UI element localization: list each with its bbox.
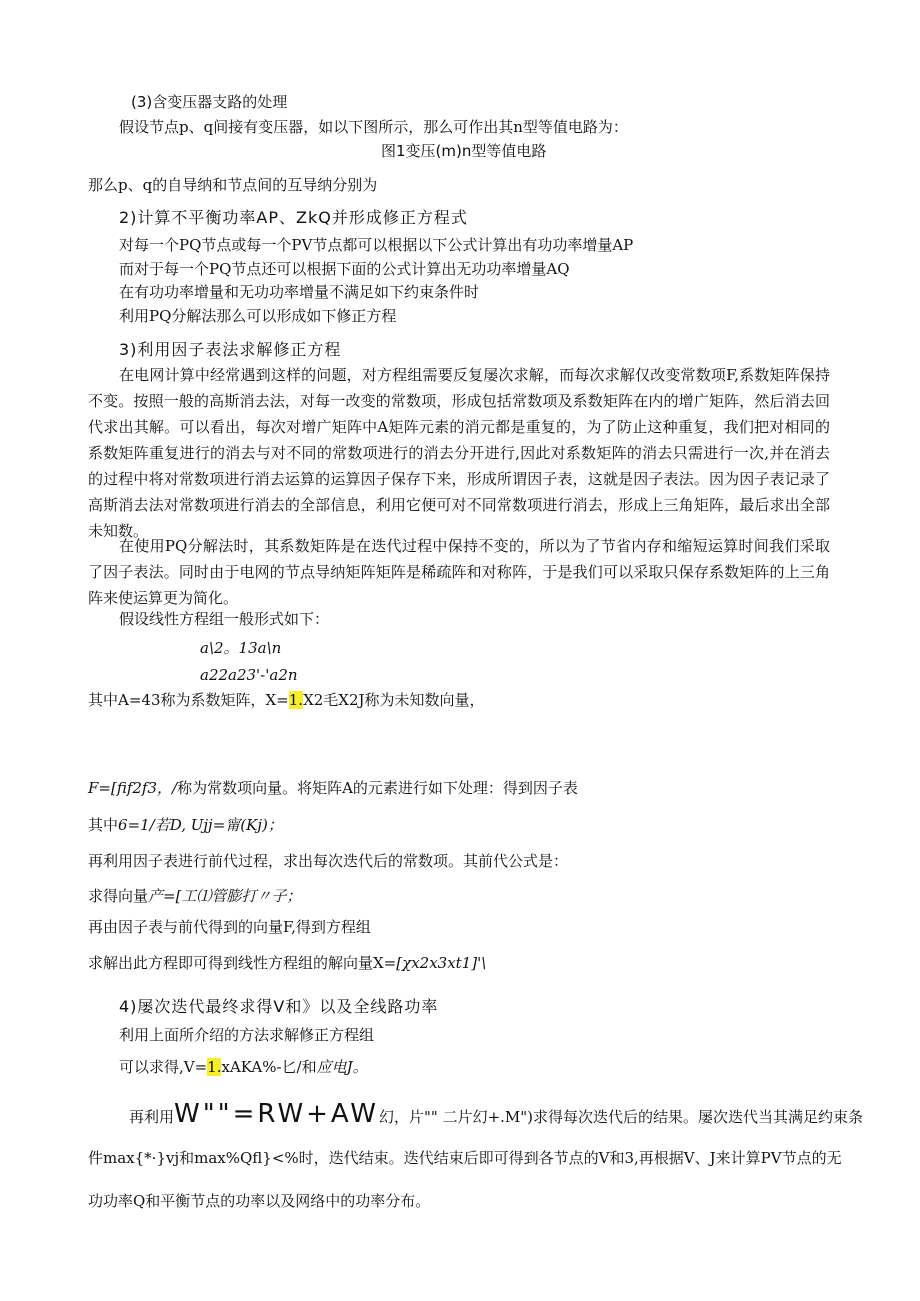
step2-line-3: 在有功功率增量和无功功率增量不满足如下约束条件时 xyxy=(119,283,480,301)
solution-vector-formula: [χx2x3xt1]'\ xyxy=(396,954,487,972)
step4-result-text: 可以求得,V= xyxy=(119,1058,208,1076)
convergence-condition-text: 件max{*·}vj和max%Qfl}<%时，迭代结束。迭代结束后即可得到各节点的V和3,再根据V、J来计算PV节点的无 xyxy=(88,1149,842,1167)
matrix-definition-text: 其中A=43称为系数矩阵，X= xyxy=(88,691,289,709)
back-substitution-text: 再由因子表与前代得到的向量F,得到方程组 xyxy=(88,918,371,936)
step2-line-4: 利用PQ分解法那么可以形成如下修正方程 xyxy=(119,307,397,325)
final-power-text: 功功率Q和平衡节点的功率以及网络中的功率分布。 xyxy=(88,1192,431,1210)
highlight-mark: 1. xyxy=(288,691,304,709)
constant-vector-line xyxy=(88,778,578,798)
iteration-formula-line xyxy=(129,1098,863,1133)
heading-step3: 3)利用因子表法求解修正方程 xyxy=(119,340,342,359)
highlight-mark: 1. xyxy=(207,1058,222,1076)
solution-vector-line xyxy=(88,953,486,973)
step4-result-formula-tail: 应电J。 xyxy=(316,1058,368,1076)
vector-result-formula: 产=[工⑴管膨打〃子； xyxy=(148,887,302,905)
matrix-definition-tail: X2毛X2J称为未知数向量， xyxy=(303,691,485,709)
step4-result-line xyxy=(119,1057,368,1077)
assume-line: 假设线性方程组一般形式如下： xyxy=(119,610,330,628)
equation-row-1: a\2。13a\n xyxy=(200,639,282,657)
forward-substitution-text: 再利用因子表进行前代过程，求出每次迭代后的常数项。其前代公式是： xyxy=(88,852,569,870)
factor-table-paragraph-1: 在电网计算中经常遇到这样的问题，对方程组需要反复屡次求解，而每次求解仅改变常数项F,系数矩阵保持不变。按照一般的高斯消去法，对每一改变的常数项，形成包括常数项及系数矩阵在内的增广矩阵，然后消去回代求出其解。可以看出，每次对增广矩阵中A矩阵元素的消元都是重复的，为了防止这种重复，我们把对相同的系数矩阵重复进行的消去与对不同的常数项进行的消去分开进行,因此对系数矩阵的消去只需进行一次,并在消去的过程中将对常数项进行消去运算的运算因子保存下来，形成所谓因子表，这就是因子表法。因为因子表记录了高斯消去法对常数项进行消去的全部信息，利用它便可对不同常数项进行消去，形成上三角矩阵，最后求出全部未知数。 xyxy=(88,366,830,540)
solution-vector-text: 求解出此方程即可得到线性方程组的解向量X= xyxy=(88,954,397,972)
factor-formula-line xyxy=(88,815,283,835)
step2-line-1: 对每一个PQ节点或每一个PV节点都可以根据以下公式计算出有功功率增量AP xyxy=(119,236,634,254)
iteration-formula-label: 再利用 xyxy=(129,1108,175,1126)
equation-row-2: a22a23'-'a2n xyxy=(200,666,298,684)
iteration-formula: W""=RW+AW xyxy=(174,1099,380,1129)
step4-line-1: 利用上面所介绍的方法求解修正方程组 xyxy=(119,1026,375,1044)
iteration-formula-text: 幻，片"" 二片幻+.M")求得每次迭代后的结果。屡次迭代当其满足约束条 xyxy=(379,1108,864,1126)
constant-vector-text: 称为常数项向量。将矩阵A的元素进行如下处理：得到因子表 xyxy=(177,779,578,797)
constant-vector-formula: F=[fif2f3，/ xyxy=(88,779,178,797)
matrix-definition xyxy=(88,690,485,710)
step2-line-2: 而对于每一个PQ节点还可以根据下面的公式计算出无功功率增量AQ xyxy=(119,260,570,278)
admittance-text: 那么p、q的自导纳和节点间的互导纳分别为 xyxy=(88,176,378,194)
factor-formula-label: 其中 xyxy=(88,816,119,834)
step4-result-formula: xAKA%-匕/和 xyxy=(221,1058,317,1076)
transformer-intro: 假设节点p、q间接有变压器，如以下图所示，那么可作出其n型等值电路为： xyxy=(119,118,628,136)
heading-transformer: (3)含变压器支路的处理 xyxy=(131,93,288,111)
vector-result-line xyxy=(88,886,301,906)
heading-step4: 4)屡次迭代最终求得V和》以及全线路功率 xyxy=(119,997,439,1016)
factor-table-paragraph-2: 在使用PQ分解法时，其系数矩阵是在迭代过程中保持不变的，所以为了节省内存和缩短运算时间我们采取了因子表法。同时由于电网的节点导纳矩阵矩阵是稀疏阵和对称阵，于是我们可以采取只保存系数矩阵的上三角阵来使运算更为简化。 xyxy=(88,537,830,607)
vector-result-label: 求得向量 xyxy=(88,887,149,905)
figure-caption: 图1变压(m)n型等值电路 xyxy=(381,142,547,160)
heading-step2: 2)计算不平衡功率AP、ZkQ并形成修正方程式 xyxy=(119,208,468,227)
factor-formula: 6=1/若D, Ujj=甯(Kj)； xyxy=(118,816,283,834)
